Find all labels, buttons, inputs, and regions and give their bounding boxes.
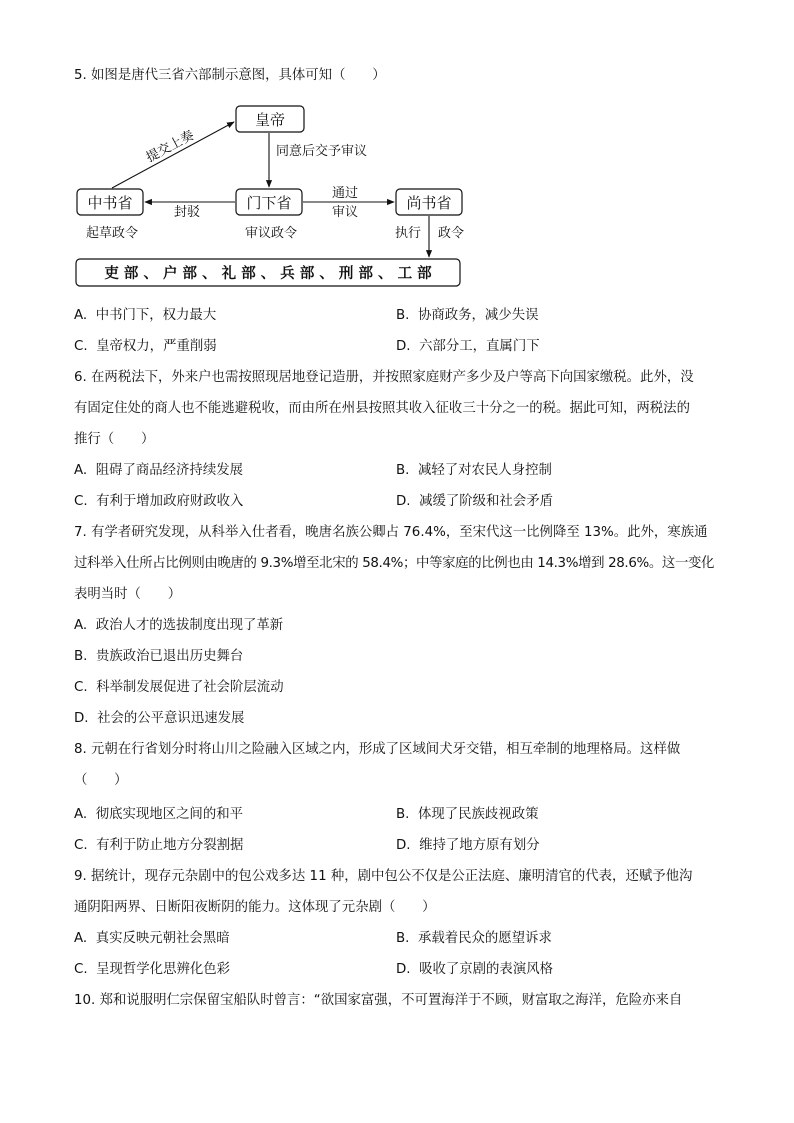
q6-option-a[interactable] [74, 461, 243, 481]
q8-option-b[interactable] [396, 805, 538, 825]
question-stem-line: 在两税法下，外来户也需按照现居地登记造册，并按照家庭财产多少及户等高下向国家缴税。此外，没 [91, 370, 694, 385]
option-letter: D. [74, 711, 89, 726]
option-letter: A. [74, 308, 88, 323]
ministries-label: 吏 部 、 户 部 、 礼 部 、 兵 部 、 刑 部 、 工 部 [104, 266, 432, 282]
q7-option-a[interactable] [74, 616, 283, 636]
reject-label: 封驳 [173, 205, 201, 220]
option-text: 吸收了京剧的表演风格 [419, 962, 553, 977]
option-text: 有利于防止地方分裂割据 [96, 838, 244, 853]
question-number: 5. [74, 68, 87, 83]
menxia-label: 门下省 [246, 194, 292, 212]
option-text: 阻碍了商品经济持续发展 [95, 463, 243, 478]
three-departments-six-ministries-diagram [0, 0, 794, 300]
q7-option-d[interactable] [74, 709, 244, 729]
question-number: 7. [74, 525, 87, 540]
option-letter: C. [74, 838, 88, 853]
submit-label: 提交上奏 [143, 128, 197, 166]
option-letter: D. [396, 339, 411, 354]
q8-option-d[interactable] [396, 836, 540, 856]
question-number: 8. [74, 742, 87, 757]
question-stem-line: 有学者研究发现，从科举入仕者看，晚唐名族公卿占 76.4%，至宋代这一比例降至 13%。此外，寒族通 [91, 525, 708, 540]
approve-label: 同意后交予审议 [276, 144, 368, 159]
option-text: 承载着民众的愿望诉求 [417, 931, 552, 946]
option-text: 中书门下，权力最大 [95, 308, 217, 323]
shangshu-label: 尚书省 [406, 194, 452, 212]
question-stem-line: 据统计，现存元杂剧中的包公戏多达 11 种，剧中包公不仅是公正法庭、廉明清官的代表，还赋予他沟 [91, 869, 693, 884]
option-text: 贵族政治已退出历史舞台 [95, 649, 244, 664]
option-letter: D. [396, 962, 411, 977]
question-stem-line: 过科举入仕所占比例则由晚唐的 9.3%增至北宋的 58.4%；中等家庭的比例也由 14.3%增到 28.6%。这一变化 [74, 556, 715, 571]
q5-option-c[interactable] [74, 337, 217, 357]
q9-option-a[interactable] [74, 929, 230, 949]
option-letter: D. [396, 838, 411, 853]
option-letter: B. [396, 463, 410, 478]
q8-option-c[interactable] [74, 836, 243, 856]
option-letter: C. [74, 339, 88, 354]
q9-option-c[interactable] [74, 960, 230, 980]
draft-label: 起草政令 [85, 226, 139, 241]
q6-option-b[interactable] [396, 461, 552, 481]
question-stem-line: 郑和说服明仁宗保留宝船队时曾言：“欲国家富强，不可置海洋于不顾，财富取之海洋，危险亦来自 [99, 993, 683, 1008]
q8-option-a[interactable] [74, 805, 243, 825]
question-stem-line: 通阴阳两界、日断阳夜断阴的能力。这体现了元杂剧（ ） [74, 900, 436, 915]
submit-arrow [112, 122, 234, 188]
review-label: 审议政令 [244, 226, 298, 241]
option-letter: D. [396, 494, 411, 509]
option-text: 协商政务，减少失误 [417, 308, 539, 323]
option-letter: B. [396, 807, 410, 822]
q7-option-b[interactable] [74, 647, 243, 667]
question-number: 10. [74, 993, 96, 1008]
option-text: 皇帝权力，严重削弱 [96, 339, 217, 354]
q5-option-a[interactable] [74, 306, 216, 326]
pass-label-1: 通过 [331, 186, 359, 201]
q6-option-c[interactable] [74, 492, 243, 512]
question-stem-line: （ ） [74, 773, 128, 788]
option-text: 真实反映元朝社会黑暗 [95, 931, 230, 946]
option-text: 维持了地方原有划分 [419, 838, 540, 853]
option-text: 减轻了对农民人身控制 [417, 463, 552, 478]
zhongshu-label: 中书省 [87, 194, 133, 212]
option-text: 有利于增加政府财政收入 [96, 494, 244, 509]
q7-option-c[interactable] [74, 678, 284, 698]
decree-label: 政令 [437, 226, 465, 241]
option-text: 科举制发展促进了社会阶层流动 [96, 680, 284, 695]
question-6-stem [74, 368, 694, 388]
emperor-label: 皇帝 [254, 111, 286, 129]
option-text: 呈现哲学化思辨化色彩 [96, 962, 231, 977]
question-stem-line: 表明当时（ ） [74, 587, 182, 602]
option-text: 政治人才的选拔制度出现了革新 [95, 618, 284, 633]
question-9-stem [74, 867, 692, 887]
option-letter: A. [74, 931, 88, 946]
option-letter: C. [74, 680, 88, 695]
q5-option-d[interactable] [396, 337, 540, 357]
option-text: 六部分工，直属门下 [419, 339, 540, 354]
question-stem-line: 推行（ ） [74, 432, 155, 447]
option-letter: C. [74, 962, 88, 977]
q9-option-d[interactable] [396, 960, 553, 980]
option-text: 社会的公平意识迅速发展 [97, 711, 245, 726]
option-text: 减缓了阶级和社会矛盾 [419, 494, 553, 509]
option-letter: A. [74, 807, 88, 822]
option-text: 彻底实现地区之间的和平 [95, 807, 243, 822]
q6-option-d[interactable] [396, 492, 553, 512]
option-letter: C. [74, 494, 88, 509]
pass-label-2: 审议 [331, 205, 359, 220]
question-number: 6. [74, 370, 87, 385]
question-stem-line: 如图是唐代三省六部制示意图，具体可知（ ） [91, 68, 386, 83]
option-letter: A. [74, 618, 88, 633]
question-stem-line: 有固定住处的商人也不能逃避税收，而由所在州县按照其收入征收三十分之一的税。据此可知，两税法的 [74, 401, 690, 416]
option-letter: B. [74, 649, 88, 664]
option-text: 体现了民族歧视政策 [417, 807, 539, 822]
question-number: 9. [74, 869, 87, 884]
question-7-stem [74, 523, 707, 543]
option-letter: A. [74, 463, 88, 478]
option-letter: B. [396, 931, 410, 946]
q5-option-b[interactable] [396, 306, 538, 326]
q9-option-b[interactable] [396, 929, 552, 949]
question-stem-line: 元朝在行省划分时将山川之险融入区域之内，形成了区域间犬牙交错，相互牵制的地理格局。这样做 [91, 742, 681, 757]
execute-label: 执行 [394, 226, 422, 241]
question-10-stem [74, 991, 682, 1011]
option-letter: B. [396, 308, 410, 323]
question-8-stem [74, 740, 680, 760]
question-5-stem [74, 66, 386, 86]
